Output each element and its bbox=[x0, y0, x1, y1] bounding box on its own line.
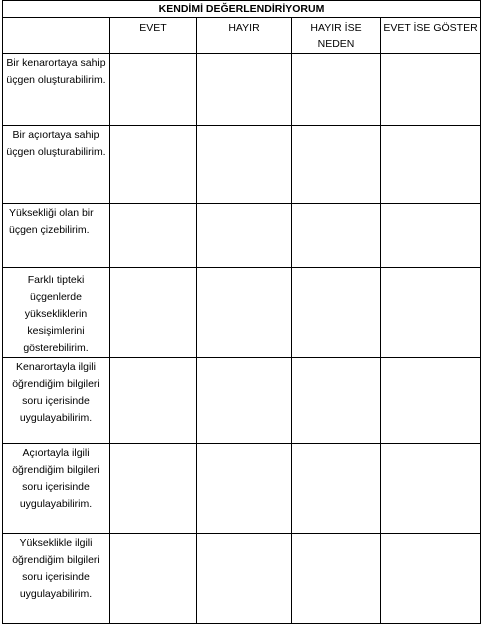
hayir-cell[interactable] bbox=[197, 534, 292, 624]
evet-cell[interactable] bbox=[110, 444, 197, 534]
evet-ise-goster-cell[interactable] bbox=[381, 204, 481, 268]
evet-cell[interactable] bbox=[110, 358, 197, 444]
header-hayir-ise-neden: HAYIR İSE NEDEN bbox=[292, 18, 381, 54]
hayir-ise-neden-cell[interactable] bbox=[292, 268, 381, 358]
evet-cell[interactable] bbox=[110, 126, 197, 204]
header-blank bbox=[3, 18, 110, 54]
evet-ise-goster-cell[interactable] bbox=[381, 358, 481, 444]
hayir-cell[interactable] bbox=[197, 358, 292, 444]
header-row bbox=[3, 18, 481, 54]
evet-cell[interactable] bbox=[110, 204, 197, 268]
table-row bbox=[3, 358, 481, 444]
evet-cell[interactable] bbox=[110, 54, 197, 126]
hayir-ise-neden-cell[interactable] bbox=[292, 444, 381, 534]
table-row bbox=[3, 444, 481, 534]
row-statement: Kenarortayla ilgili öğrendiğim bilgileri soru içerisinde uygulayabilirim. bbox=[3, 358, 110, 444]
hayir-cell[interactable] bbox=[197, 126, 292, 204]
hayir-cell[interactable] bbox=[197, 444, 292, 534]
hayir-ise-neden-cell[interactable] bbox=[292, 204, 381, 268]
evet-ise-goster-cell[interactable] bbox=[381, 126, 481, 204]
table-row bbox=[3, 126, 481, 204]
hayir-cell[interactable] bbox=[197, 54, 292, 126]
row-statement: Farklı tipteki üçgenlerde yüksekliklerin kesişimlerini gösterebilirim. bbox=[3, 268, 110, 358]
header-evet-ise-goster: EVET İSE GÖSTER bbox=[381, 18, 481, 54]
evet-ise-goster-cell[interactable] bbox=[381, 444, 481, 534]
evet-cell[interactable] bbox=[110, 268, 197, 358]
hayir-ise-neden-cell[interactable] bbox=[292, 534, 381, 624]
table-title: KENDİMİ DEĞERLENDİRİYORUM bbox=[3, 1, 481, 18]
row-statement: Yüksekliği olan bir üçgen çizebilirim. bbox=[3, 204, 110, 268]
row-statement: Açıortayla ilgili öğrendiğim bilgileri soru içerisinde uygulayabilirim. bbox=[3, 444, 110, 534]
self-assessment-table bbox=[2, 0, 481, 624]
header-hayir: HAYIR bbox=[197, 18, 292, 54]
evet-ise-goster-cell[interactable] bbox=[381, 534, 481, 624]
row-statement: Bir açıortaya sahip üçgen oluşturabilirim. bbox=[3, 126, 110, 204]
title-row bbox=[3, 1, 481, 18]
hayir-ise-neden-cell[interactable] bbox=[292, 54, 381, 126]
table-row bbox=[3, 204, 481, 268]
header-evet: EVET bbox=[110, 18, 197, 54]
table-row bbox=[3, 534, 481, 624]
table-row bbox=[3, 268, 481, 358]
hayir-ise-neden-cell[interactable] bbox=[292, 358, 381, 444]
hayir-cell[interactable] bbox=[197, 268, 292, 358]
table-row bbox=[3, 54, 481, 126]
evet-ise-goster-cell[interactable] bbox=[381, 268, 481, 358]
evet-cell[interactable] bbox=[110, 534, 197, 624]
hayir-cell[interactable] bbox=[197, 204, 292, 268]
row-statement: Bir kenarortaya sahip üçgen oluşturabilirim. bbox=[3, 54, 110, 126]
evet-ise-goster-cell[interactable] bbox=[381, 54, 481, 126]
hayir-ise-neden-cell[interactable] bbox=[292, 126, 381, 204]
row-statement: Yükseklikle ilgili öğrendiğim bilgileri soru içerisinde uygulayabilirim. bbox=[3, 534, 110, 624]
